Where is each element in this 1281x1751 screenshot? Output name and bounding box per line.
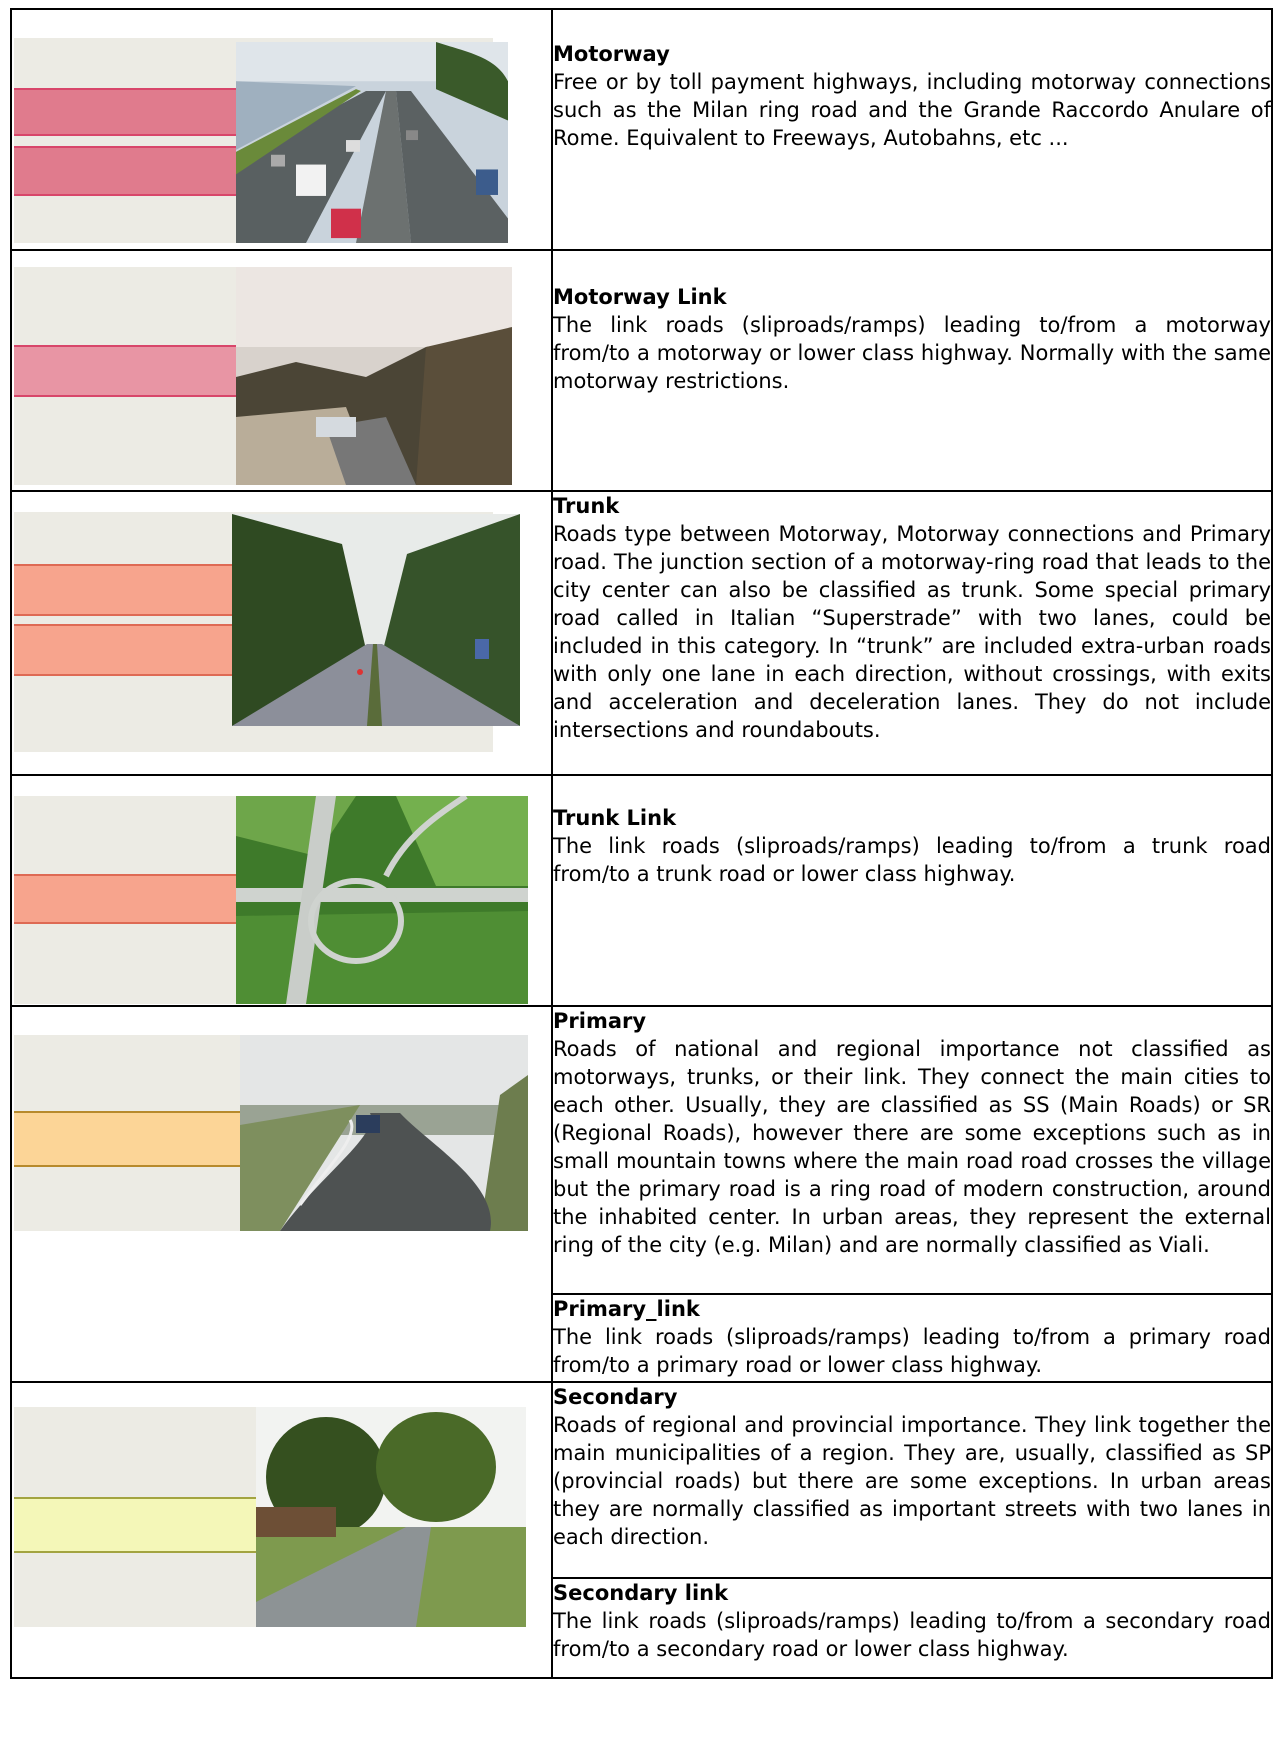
primary-stripe [14,1111,240,1167]
trunk-link-photo [236,796,528,1004]
row-title: Trunk [553,494,620,518]
row-title: Secondary [553,1385,678,1409]
table-row [11,1006,1272,1294]
secondary-sample-cell [11,1382,552,1678]
row-title: Secondary link [553,1581,729,1605]
row-description: Roads of regional and provincial importance. They link together the main municipalities of a region. They are, usually, classified as SP (provincial roads) but there are some exceptions. In urban areas they are normally classified as important streets with two lanes in each direction. [553,1413,1271,1549]
motorway-description-cell [552,9,1272,250]
primary-sample-cell [11,1006,552,1382]
table-row [11,250,1272,491]
motorway-map-sample [14,38,493,243]
motorway-sample-cell [11,9,552,250]
table-row [11,775,1272,1006]
motorway-link-sample-cell [11,250,552,491]
trunk-photo [232,514,520,726]
primary-description-cell [552,1006,1272,1294]
motorway-stripe [14,146,236,196]
trunk-link-sample-cell [11,775,552,1006]
secondary-map-sample [14,1407,493,1627]
row-description: Free or by toll payment highways, including motorway connections such as the Milan ring road and the Grande Raccordo Anulare of Rome. Equivalent to Freeways, Autobahns, etc ... [553,70,1271,150]
primary-map-sample [14,1035,493,1231]
motorway-link-photo [236,267,512,485]
secondary-photo [256,1407,526,1627]
motorway-link-map-sample [14,267,493,485]
row-title: Primary_link [553,1297,700,1321]
trunk-sample-cell [11,491,552,775]
trunk-stripe [14,564,232,616]
secondary-stripe [14,1497,256,1553]
row-description: Roads of national and regional importance not classified as motorways, trunks, or their link. They connect the main cities to each other. Usually, they are classified as SS (Main Roads) or SR (Regional Roads), however there are some exceptions such as in small mountain towns where the main road road crosses the village but the primary road is a ring road of modern construction, around the inhabited center. In urban areas, they represent the external ring of the city (e.g. Milan) and are normally classified as Viali. [553,1037,1271,1257]
trunk-stripe [14,624,232,676]
row-title: Motorway Link [553,285,727,309]
trunk-link-description-cell [552,775,1272,1006]
trunk-link-stripe [14,874,236,924]
secondary-link-description-cell [552,1578,1272,1678]
primary-link-description-cell [552,1294,1272,1382]
row-description: The link roads (sliproads/ramps) leading to/from a primary road from/to a primary road or lower class highway. [553,1325,1271,1377]
row-title: Trunk Link [553,806,677,830]
table-row [11,491,1272,775]
table-row [11,9,1272,250]
secondary-description-cell [552,1382,1272,1578]
road-classification-table [10,8,1273,1679]
row-description: Roads type between Motorway, Motorway connections and Primary road. The junction section of a motorway-ring road that leads to the city center can also be classified as trunk. Some special primary road called in Italian “Superstrade” with two lanes, could be included in this category. In “trunk” are included extra-urban roads with only one lane in each direction, without crossings, with exits and acceleration and deceleration lanes. They do not include intersections and roundabouts. [553,522,1271,742]
trunk-link-map-sample [14,796,493,1004]
row-title: Motorway [553,42,670,66]
table-row [11,1382,1272,1578]
motorway-link-description-cell [552,250,1272,491]
primary-photo [240,1035,528,1231]
trunk-map-sample [14,512,493,752]
row-description: The link roads (sliproads/ramps) leading to/from a motorway from/to a motorway or lower class highway. Normally with the same motorway restrictions. [553,313,1271,393]
motorway-stripe [14,88,236,136]
row-title: Primary [553,1009,647,1033]
row-description: The link roads (sliproads/ramps) leading to/from a secondary road from/to a secondary road or lower class highway. [553,1609,1271,1661]
row-description: The link roads (sliproads/ramps) leading to/from a trunk road from/to a trunk road or lower class highway. [553,834,1271,886]
motorway-link-stripe [14,345,236,397]
trunk-description-cell [552,491,1272,775]
motorway-photo [236,42,508,243]
